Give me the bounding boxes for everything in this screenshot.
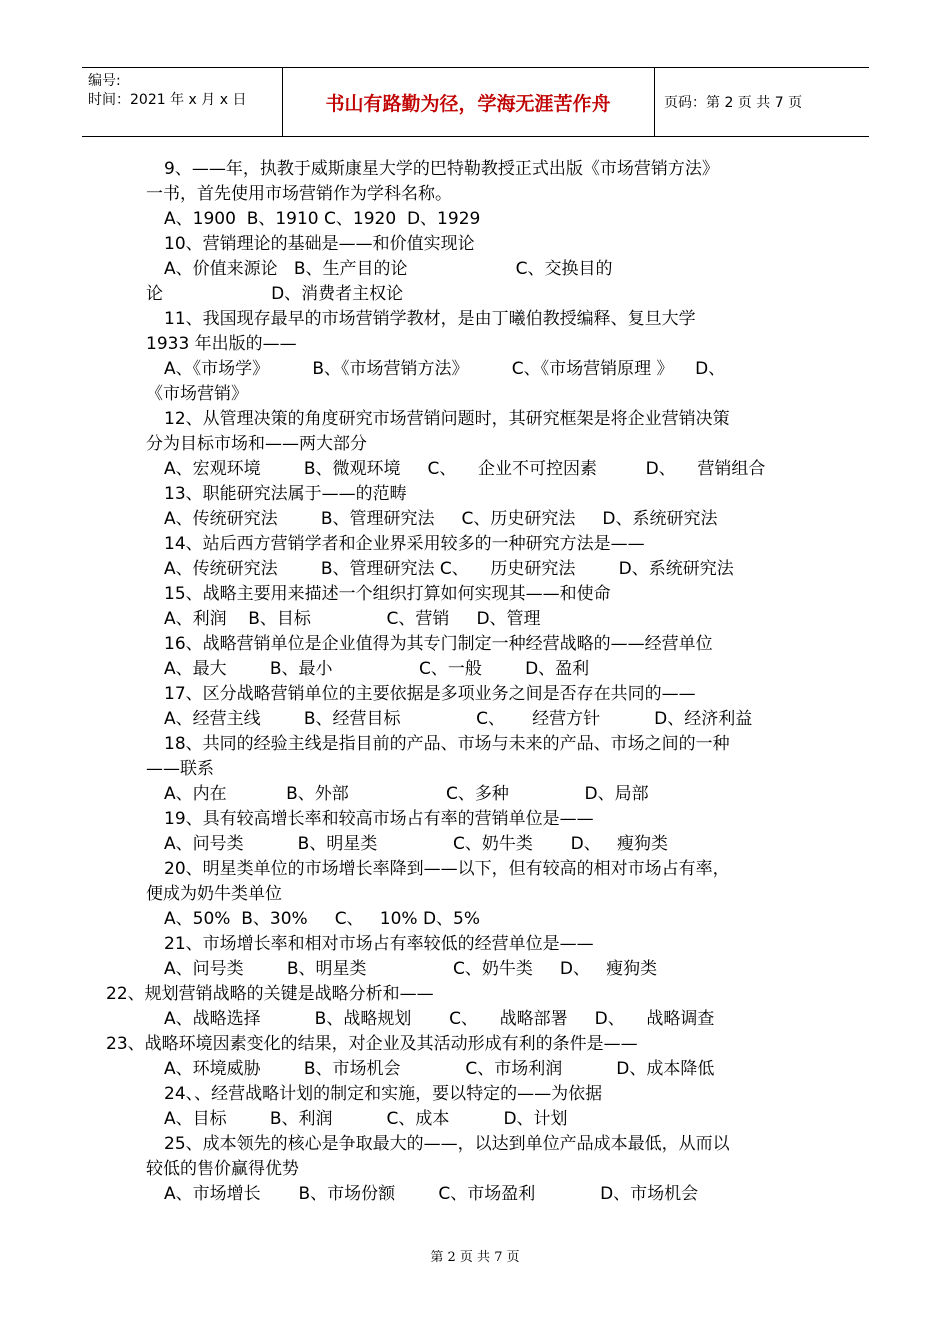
option-line: A、50% B、30% C、 10% D、5% [164, 909, 481, 929]
option-line: A、最大 B、最小 C、一般 D、盈利 [164, 659, 590, 679]
option-line: 《市场营销》 [146, 384, 248, 404]
question-line: 11、我国现存最早的市场营销学教材，是由丁曦伯教授编释、复旦大学 [164, 309, 696, 329]
question-line: 10、营销理论的基础是——和价值实现论 [164, 234, 475, 254]
header-divider [654, 68, 655, 136]
question-line: 21、市场增长率和相对市场占有率较低的经营单位是—— [164, 934, 594, 954]
question-line: 18、共同的经验主线是指目前的产品、市场与未来的产品、市场之间的一种 [164, 734, 730, 754]
option-line: A、宏观环境 B、微观环境 C、 企业不可控因素 D、 营销组合 [164, 459, 766, 479]
question-line: 14、站后西方营销学者和企业界采用较多的一种研究方法是—— [164, 534, 645, 554]
option-line: A、内在 B、外部 C、多种 D、局部 [164, 784, 649, 804]
option-line: A、战略选择 B、战略规划 C、 战略部署 D、 战略调查 [164, 1009, 715, 1029]
option-line: A、传统研究法 B、管理研究法 C、 历史研究法 D、系统研究法 [164, 559, 734, 579]
question-line: 15、战略主要用来描述一个组织打算如何实现其——和使命 [164, 584, 611, 604]
question-line: 24、、经营战略计划的制定和实施，要以特定的——为依据 [164, 1084, 603, 1104]
question-line: 较低的售价赢得优势 [146, 1159, 299, 1179]
option-line: A、问号类 B、明星类 C、奶牛类 D、 瘦狗类 [164, 959, 658, 979]
page-header [82, 67, 869, 137]
question-line: 22、规划营销战略的关键是战略分析和—— [106, 984, 434, 1004]
question-line: 13、职能研究法属于——的范畴 [164, 484, 407, 504]
question-line: 23、战略环境因素变化的结果，对企业及其活动形成有利的条件是—— [106, 1034, 638, 1054]
option-line: A、环境威胁 B、市场机会 C、市场利润 D、成本降低 [164, 1059, 715, 1079]
option-line: A、市场增长 B、市场份额 C、市场盈利 D、市场机会 [164, 1184, 699, 1204]
option-line: A、利润 B、目标 C、营销 D、管理 [164, 609, 541, 629]
page-footer: 第 2 页 共 7 页 [430, 1250, 520, 1265]
question-line: 分为目标市场和——两大部分 [146, 434, 367, 454]
question-line: 20、明星类单位的市场增长率降到——以下，但有较高的相对市场占有率， [164, 859, 730, 879]
option-line: A、1900 B、1910 C、1920 D、1929 [164, 209, 481, 229]
question-line: 便成为奶牛类单位 [146, 884, 282, 904]
header-meta [88, 72, 246, 110]
question-line: 25、成本领先的核心是争取最大的——，以达到单位产品成本最低，从而以 [164, 1134, 730, 1154]
header-page-info: 页码：第 2 页 共 7 页 [664, 95, 803, 111]
option-line: A、问号类 B、明星类 C、奶牛类 D、 瘦狗类 [164, 834, 668, 854]
option-line: A、价值来源论 B、生产目的论 C、交换目的 [164, 259, 613, 279]
header-motto: 书山有路勤为径，学海无涯苦作舟 [325, 92, 611, 115]
question-line: 一书，首先使用市场营销作为学科名称。 [146, 184, 452, 204]
question-line: ——联系 [146, 759, 214, 779]
option-line: A、目标 B、利润 C、成本 D、计划 [164, 1109, 568, 1129]
time-label: 时间：2021 年 x 月 x 日 [88, 92, 247, 108]
question-line: 1933 年出版的—— [146, 334, 297, 354]
question-line: 16、战略营销单位是企业值得为其专门制定一种经营战略的——经营单位 [164, 634, 713, 654]
option-line: A、传统研究法 B、管理研究法 C、历史研究法 D、系统研究法 [164, 509, 718, 529]
question-line: 17、区分战略营销单位的主要依据是多项业务之间是否存在共同的—— [164, 684, 696, 704]
question-line: 9、——年，执教于威斯康星大学的巴特勒教授正式出版《市场营销方法》 [164, 159, 719, 179]
option-line: 论 D、消费者主权论 [146, 284, 404, 304]
option-line: A、《市场学》 B、《市场营销方法》 C、《市场营销原理 》 D、 [164, 359, 726, 379]
question-line: 19、具有较高增长率和较高市场占有率的营销单位是—— [164, 809, 594, 829]
code-label: 编号: [88, 73, 121, 89]
question-line: 12、从管理决策的角度研究市场营销问题时，其研究框架是将企业营销决策 [164, 409, 730, 429]
option-line: A、经营主线 B、经营目标 C、 经营方针 D、经济利益 [164, 709, 753, 729]
